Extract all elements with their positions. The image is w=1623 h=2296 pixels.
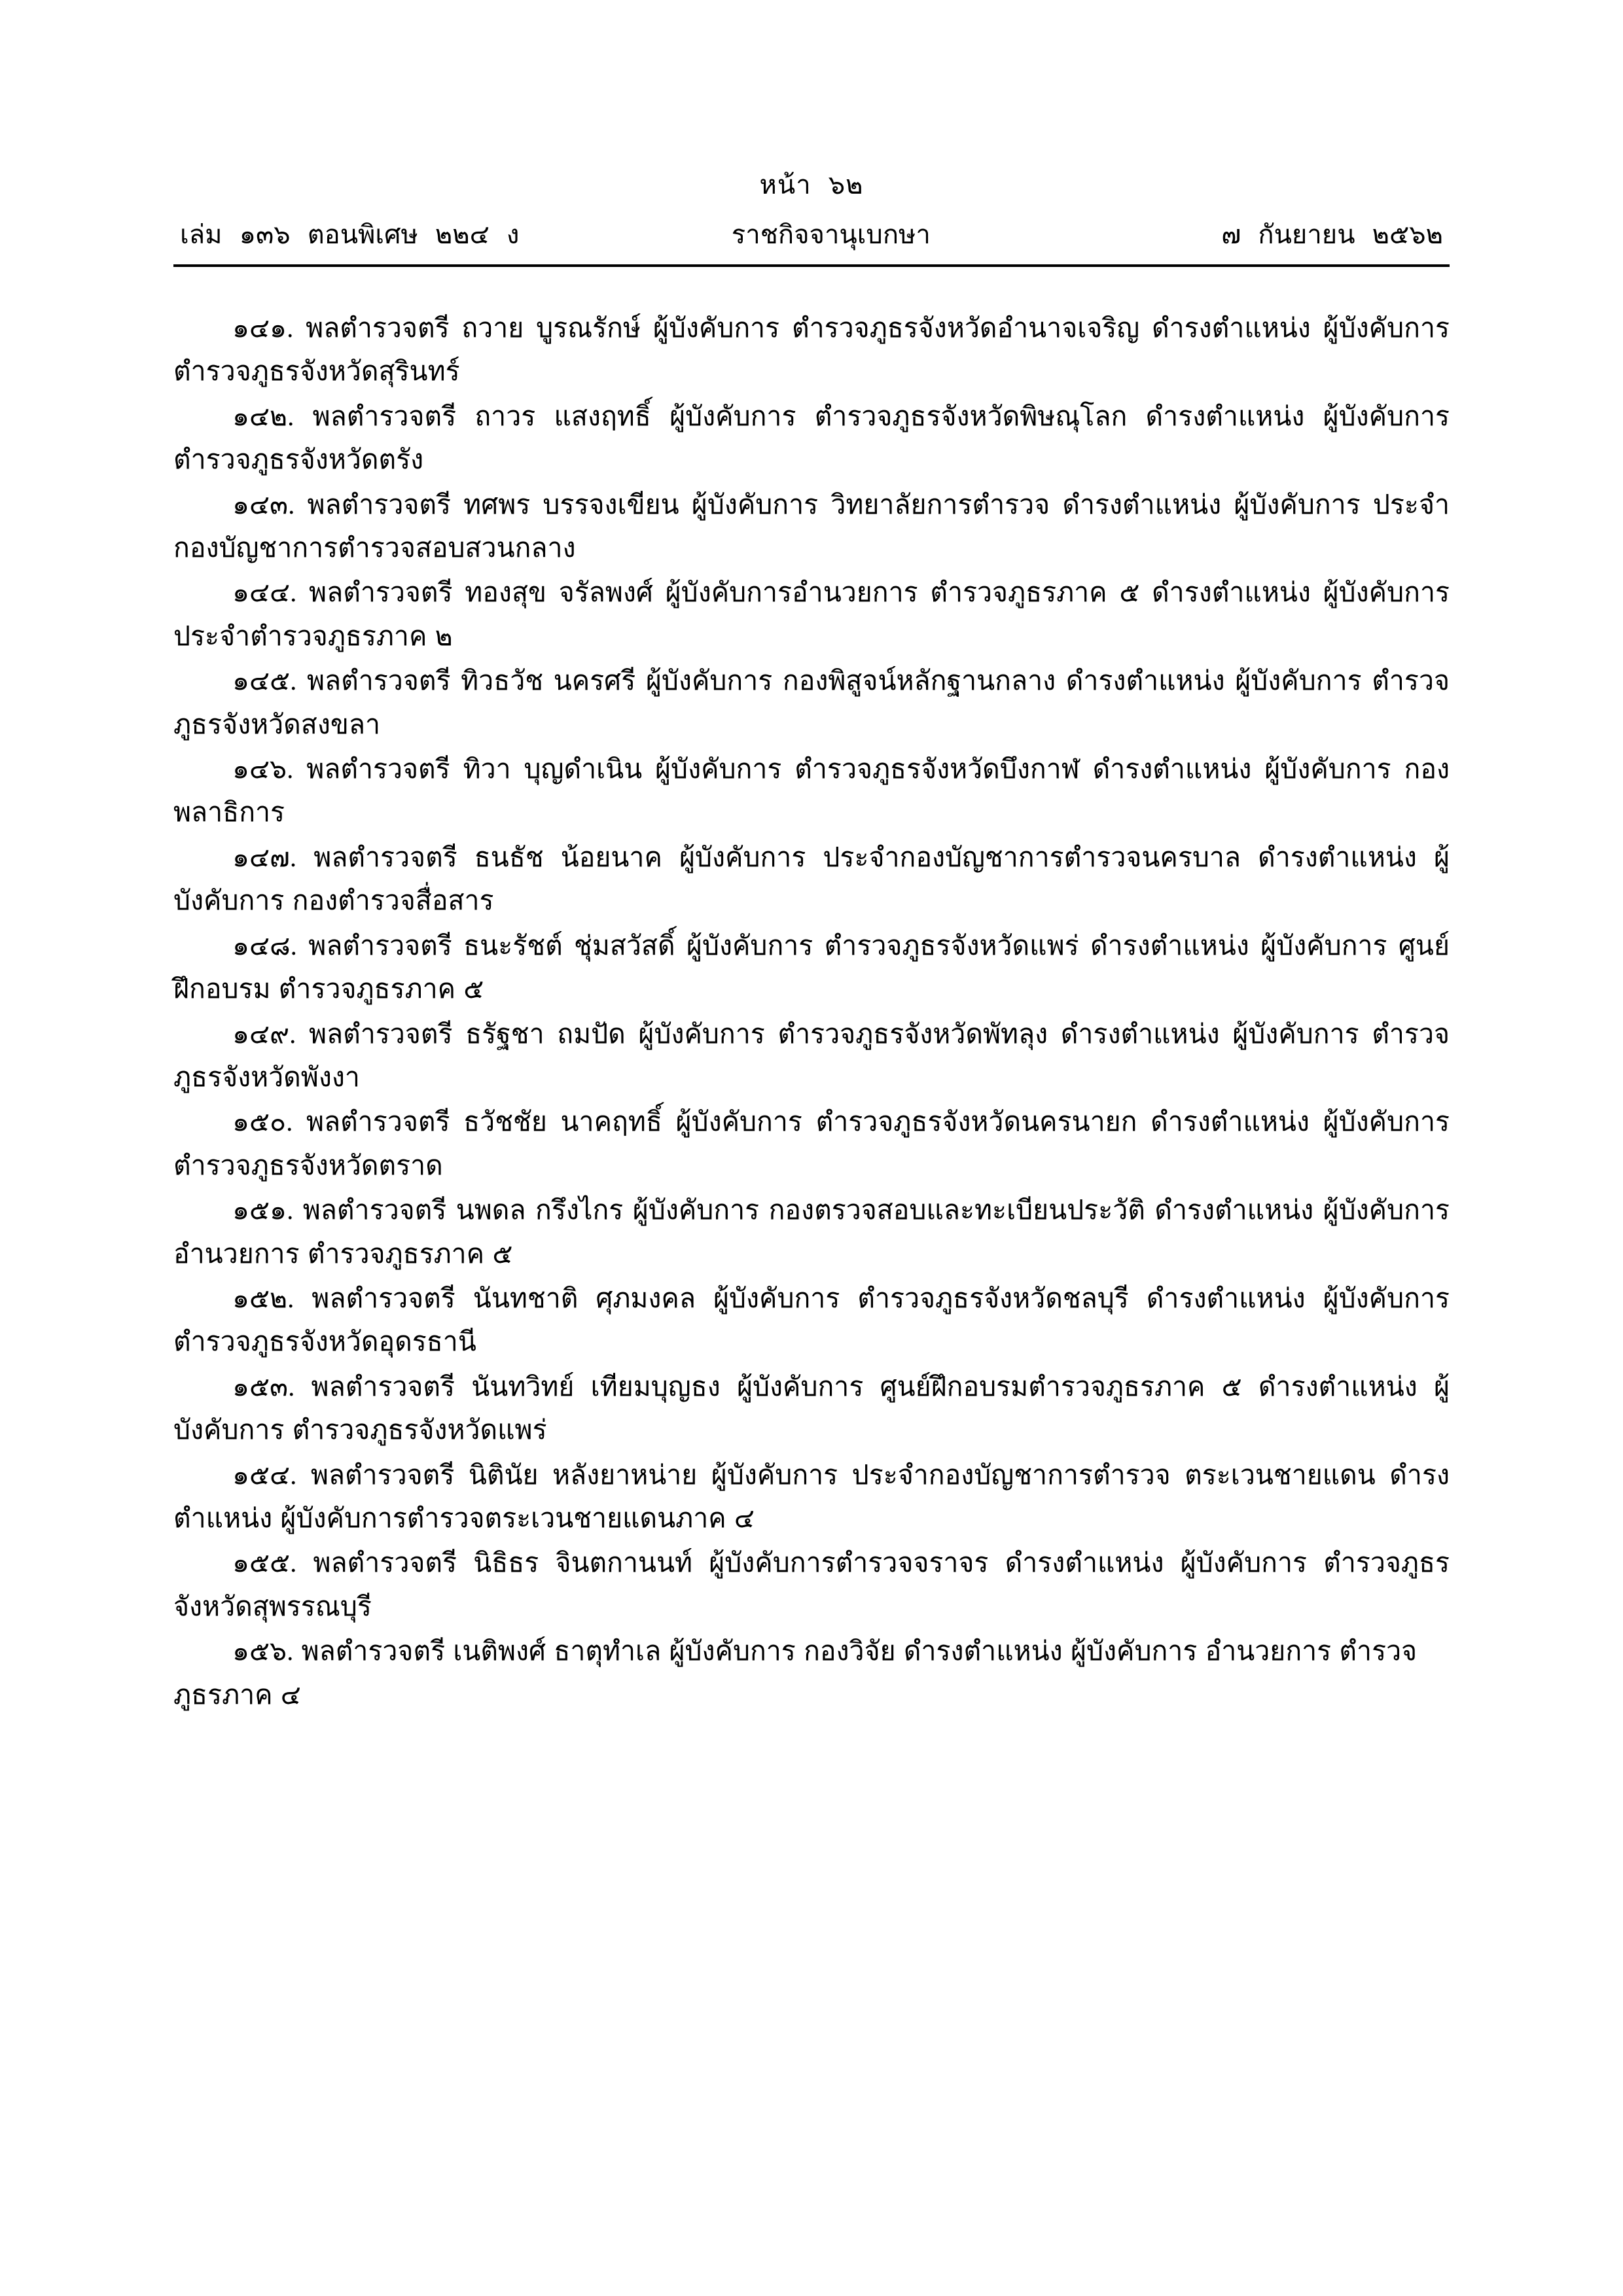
date-month: กันยายน [1258, 220, 1355, 249]
volume-label: เล่ม [180, 220, 223, 249]
section-number: ๒๒๔ [435, 220, 490, 249]
list-item: ๑๔๘. พลตำรวจตรี ธนะรัชต์ ชุ่มสวัสดิ์ ผู้บังคับการ ตำรวจภูธรจังหวัดแพร่ ดำรงตำแหน่ง ผู้บังคับการ ศูนย์ฝึกอบรม ตำรวจภูธรภาค ๕ [173, 930, 1450, 1004]
list-item: ๑๔๔. พลตำรวจตรี ทองสุข จรัลพงศ์ ผู้บังคับการอำนวยการ ตำรวจภูธรภาค ๕ ดำรงตำแหน่ง ผู้บังคับการ ประจำตำรวจภูธรภาค ๒ [173, 577, 1450, 651]
list-item: ๑๕๕. พลตำรวจตรี นิธิธร จินตกานนท์ ผู้บังคับการตำรวจจราจร ดำรงตำแหน่ง ผู้บังคับการ ตำรวจภูธรจังหวัดสุพรรณบุรี [173, 1547, 1450, 1621]
list-item: ๑๕๑. พลตำรวจตรี นพดล กรึงไกร ผู้บังคับการ กองตรวจสอบและทะเบียนประวัติ ดำรงตำแหน่ง ผู้บังคับการอำนวยการ ตำรวจภูธรภาค ๕ [173, 1195, 1450, 1269]
gazette-title: ราชกิจจานุเบกษา [731, 220, 931, 249]
page-header [173, 164, 1450, 267]
list-item: ๑๕๓. พลตำรวจตรี นันทวิทย์ เทียมบุญธง ผู้บังคับการ ศูนย์ฝึกอบรมตำรวจภูธรภาค ๕ ดำรงตำแหน่ง ผู้บังคับการ ตำรวจภูธรจังหวัดแพร่ [173, 1371, 1450, 1445]
list-item: ๑๔๕. พลตำรวจตรี ทิวธวัช นครศรี ผู้บังคับการ กองพิสูจน์หลักฐานกลาง ดำรงตำแหน่ง ผู้บังคับการ ตำรวจภูธรจังหวัดสงขลา [173, 665, 1450, 739]
list-item: ๑๕๖. พลตำรวจตรี เนติพงศ์ ธาตุทำเล ผู้บังคับการ กองวิจัย ดำรงตำแหน่ง ผู้บังคับการ อำนวยการ ตำรวจภูธรภาค ๔ [173, 1636, 1418, 1710]
list-item: ๑๔๗. พลตำรวจตรี ธนธัช น้อยนาค ผู้บังคับการ ประจำกองบัญชาการตำรวจนครบาล ดำรงตำแหน่ง ผู้บังคับการ กองตำรวจสื่อสาร [173, 841, 1450, 916]
list-item: ๑๔๒. พลตำรวจตรี ถาวร แสงฤทธิ์ ผู้บังคับการ ตำรวจภูธรจังหวัดพิษณุโลก ดำรงตำแหน่ง ผู้บังคับการ ตำรวจภูธรจังหวัดตรัง [173, 400, 1450, 475]
page-label: หน้า [759, 170, 812, 200]
page-number-line [173, 164, 1450, 205]
list-item: ๑๕๔. พลตำรวจตรี นิตินัย หลังยาหน่าย ผู้บังคับการ ประจำกองบัญชาการตำรวจ ตระเวนชายแดน ดำรงตำแหน่ง ผู้บังคับการตำรวจตระเวนชายแดนภาค ๔ [173, 1459, 1450, 1533]
header-divider [173, 264, 1450, 267]
list-item: ๑๔๑. พลตำรวจตรี ถวาย บูรณรักษ์ ผู้บังคับการ ตำรวจภูธรจังหวัดอำนาจเจริญ ดำรงตำแหน่ง ผู้บังคับการ ตำรวจภูธรจังหวัดสุรินทร์ [173, 313, 1450, 387]
date-year: ๒๕๖๒ [1372, 220, 1443, 249]
volume-number: ๑๓๖ [239, 220, 291, 249]
section-label: ตอนพิเศษ [307, 220, 418, 249]
list-item: ๑๔๓. พลตำรวจตรี ทศพร บรรจงเขียน ผู้บังคับการ วิทยาลัยการตำรวจ ดำรงตำแหน่ง ผู้บังคับการ ประจำกองบัญชาการตำรวจสอบสวนกลาง [173, 489, 1450, 563]
list-item: ๑๔๙. พลตำรวจตรี ธรัฐชา ถมปัด ผู้บังคับการ ตำรวจภูธรจังหวัดพัทลุง ดำรงตำแหน่ง ผู้บังคับการ ตำรวจภูธรจังหวัดพังงา [173, 1018, 1450, 1092]
list-item: ๑๔๖. พลตำรวจตรี ทิวา บุญดำเนิน ผู้บังคับการ ตำรวจภูธรจังหวัดบึงกาฬ ดำรงตำแหน่ง ผู้บังคับการ กองพลาธิการ [173, 754, 1450, 828]
list-item: ๑๕๒. พลตำรวจตรี นันทชาติ ศุภมงคล ผู้บังคับการ ตำรวจภูธรจังหวัดชลบุรี ดำรงตำแหน่ง ผู้บังคับการ ตำรวจภูธรจังหวัดอุดรธานี [173, 1282, 1450, 1357]
header-meta-row [173, 213, 1450, 264]
list-item: ๑๕๐. พลตำรวจตรี ธวัชชัย นาคฤทธิ์ ผู้บังคับการ ตำรวจภูธรจังหวัดนครนายก ดำรงตำแหน่ง ผู้บังคับการ ตำรวจภูธรจังหวัดตราด [173, 1106, 1450, 1180]
header-volume-group [180, 213, 536, 255]
section-suffix: ง [506, 220, 520, 249]
page-number: ๖๒ [828, 170, 864, 200]
header-date-group [1204, 213, 1443, 255]
document-body [173, 306, 1450, 1716]
date-day: ๗ [1221, 220, 1241, 249]
